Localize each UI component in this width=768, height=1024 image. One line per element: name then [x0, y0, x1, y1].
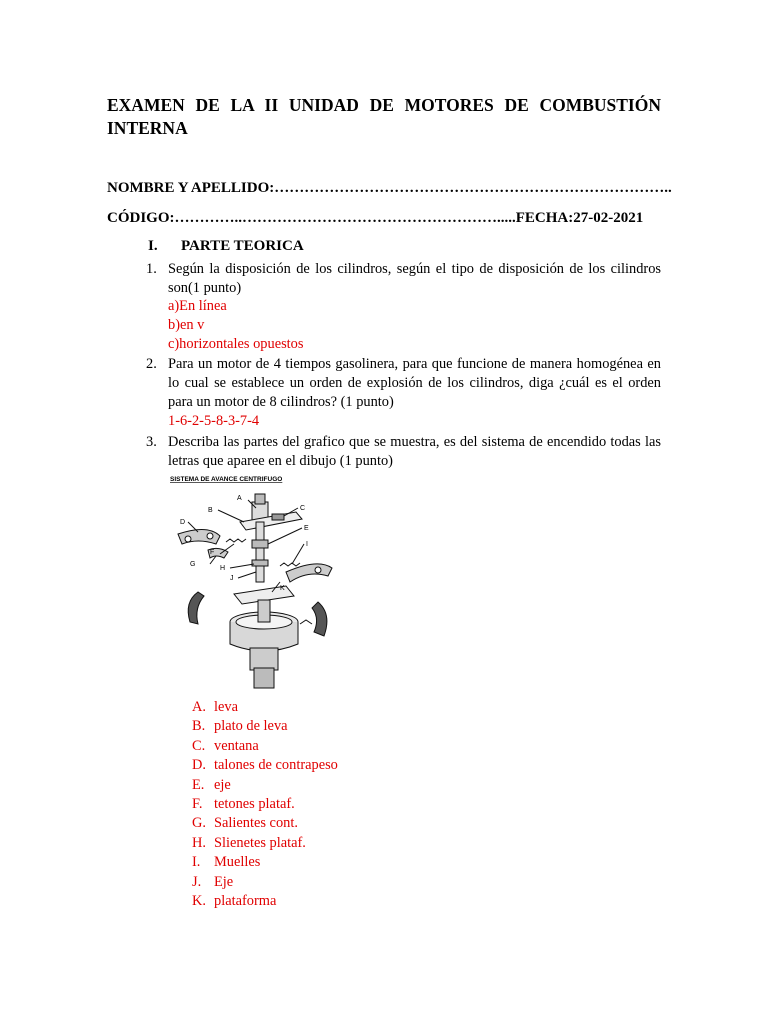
diagram-label-b: B [208, 507, 213, 514]
answer-1a: a)En línea [168, 298, 227, 314]
section-number: I. [148, 238, 158, 254]
diagram-label-k: K [280, 585, 285, 592]
section-heading [148, 238, 304, 255]
question-number: 1. [146, 261, 157, 277]
answer-1b: b)en v [168, 317, 205, 333]
diagram-caption: SISTEMA DE AVANCE CENTRIFUGO [170, 476, 283, 483]
diagram-label-i: I [306, 541, 308, 548]
diagram-label-e: E [304, 525, 309, 532]
section-title: PARTE TEORICA [181, 238, 304, 254]
name-field-label: NOMBRE Y APELLIDO:…………………………………………………………………….. [107, 180, 672, 196]
question-text: Según la disposición de los cilindros, según el tipo de disposición de los cilindros son(1 punto) [168, 261, 661, 296]
answer-2: 1-6-2-5-8-3-7-4 [168, 413, 260, 429]
question-number: 3. [146, 434, 157, 450]
diagram-label-j: J [230, 575, 234, 582]
diagram-label-f: F [210, 549, 215, 556]
question-number: 2. [146, 356, 157, 372]
centrifugal-advance-diagram [168, 472, 344, 696]
code-date-label: CÓDIGO:…………..…………………………………………….....FECHA:27-02-2021 [107, 210, 644, 226]
question-text: Describa las partes del grafico que se muestra, es del sistema de encendido todas las letras que aparee en el dibujo (1 punto) [168, 434, 661, 469]
exam-title: EXAMEN DE LA II UNIDAD DE MOTORES DE COMBUSTIÓN INTERNA [107, 95, 661, 138]
diagram-label-d: D [180, 519, 186, 526]
diagram-label-a: A [237, 495, 242, 502]
diagram-label-g: G [190, 561, 196, 568]
answer-1c: c)horizontales opuestos [168, 336, 304, 352]
diagram-label-c: C [300, 505, 306, 512]
diagram-label-h: H [220, 565, 226, 572]
question-text: Para un motor de 4 tiempos gasolinera, para que funcione de manera homogénea en lo cual se establece un orden de explosión de los cilindros, diga ¿cuál es el orden para un motor de 8 cilindros? (1 punto) [168, 356, 661, 410]
